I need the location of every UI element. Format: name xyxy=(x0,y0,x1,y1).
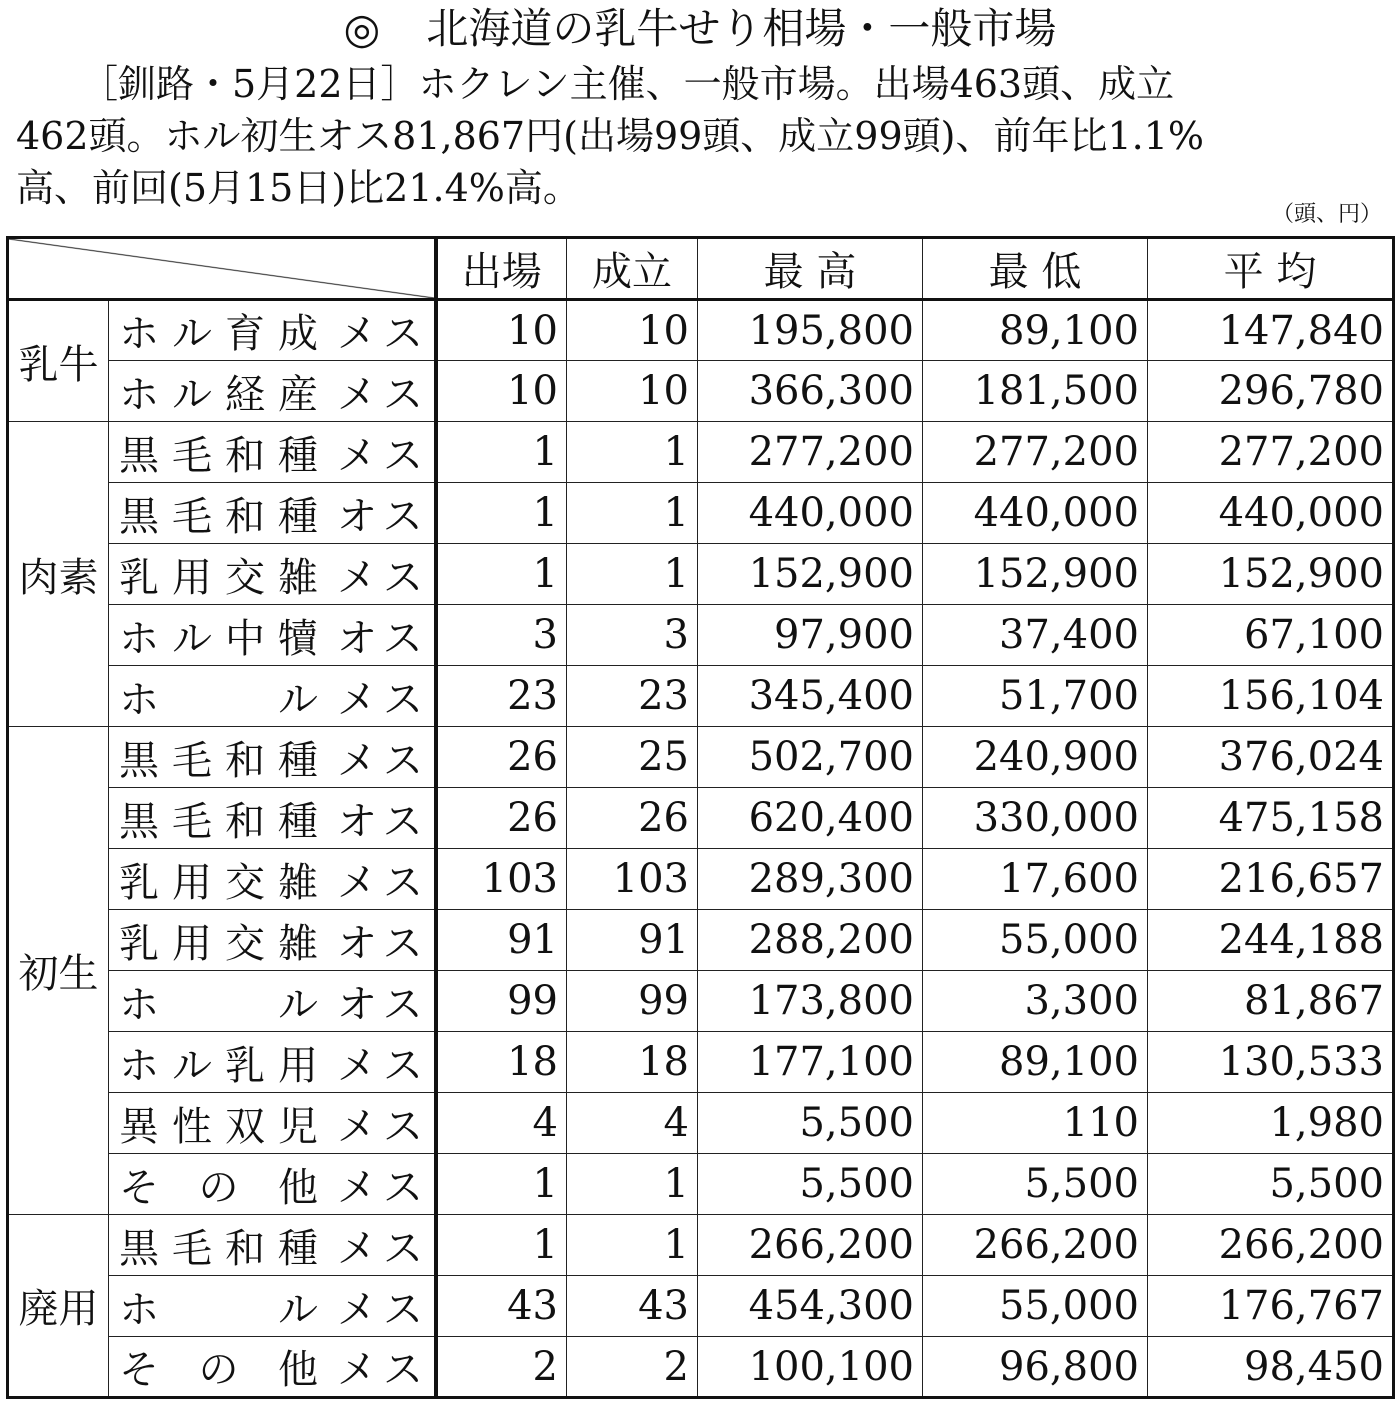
cell-saiko: 5,500 xyxy=(698,1154,923,1215)
cell-heikin: 266,200 xyxy=(1148,1215,1394,1276)
header-heikin: 平 均 xyxy=(1148,238,1394,300)
cell-saiko: 100,100 xyxy=(698,1337,923,1398)
table-row xyxy=(8,544,1394,605)
cell-seiritsu: 1 xyxy=(567,544,698,605)
cell-shutsujo: 99 xyxy=(436,971,567,1032)
table-row xyxy=(8,971,1394,1032)
item-name: 黒毛和種 xyxy=(119,798,319,845)
cell-saitei: 266,200 xyxy=(923,1215,1148,1276)
cell-heikin: 1,980 xyxy=(1148,1093,1394,1154)
cell-heikin: 440,000 xyxy=(1148,483,1394,544)
table-row xyxy=(8,361,1394,422)
cell-heikin: 216,657 xyxy=(1148,849,1394,910)
cell-shutsujo: 10 xyxy=(436,300,567,361)
cell-heikin: 5,500 xyxy=(1148,1154,1394,1215)
header-saiko: 最 高 xyxy=(698,238,923,300)
cell-saiko: 173,800 xyxy=(698,971,923,1032)
cell-saiko: 277,200 xyxy=(698,422,923,483)
cell-saitei: 440,000 xyxy=(923,483,1148,544)
item-sex: オス xyxy=(337,615,429,662)
double-circle-icon: ◎ xyxy=(343,4,381,53)
item-name: ホル育成 xyxy=(119,311,319,357)
table-row xyxy=(8,1276,1394,1337)
cell-shutsujo: 23 xyxy=(436,666,567,727)
item-cell xyxy=(109,1276,436,1337)
item-name: 黒毛和種 xyxy=(119,1225,319,1272)
table-row xyxy=(8,1093,1394,1154)
cell-seiritsu: 25 xyxy=(567,727,698,788)
cell-shutsujo: 103 xyxy=(436,849,567,910)
table-row xyxy=(8,727,1394,788)
paragraph-line-2: 462頭。ホル初生オス81,867円(出場99頭、成立99頭)、前年比1.1% xyxy=(16,114,1205,158)
cell-heikin: 176,767 xyxy=(1148,1276,1394,1337)
table-row xyxy=(8,1154,1394,1215)
item-name: 乳用交雑 xyxy=(119,920,319,967)
cell-seiritsu: 10 xyxy=(567,300,698,361)
item-sex: オス xyxy=(337,493,429,540)
item-name: 乳用交雑 xyxy=(119,859,319,906)
item-cell xyxy=(109,788,436,849)
item-sex: オス xyxy=(337,920,429,967)
cell-shutsujo: 1 xyxy=(436,544,567,605)
item-name: その他 xyxy=(119,1347,319,1393)
item-sex: オス xyxy=(337,798,429,845)
cell-saitei: 240,900 xyxy=(923,727,1148,788)
cell-saiko: 288,200 xyxy=(698,910,923,971)
item-cell xyxy=(109,1032,436,1093)
cell-shutsujo: 1 xyxy=(436,422,567,483)
cell-seiritsu: 26 xyxy=(567,788,698,849)
cell-saiko: 97,900 xyxy=(698,605,923,666)
item-cell xyxy=(109,727,436,788)
cell-heikin: 81,867 xyxy=(1148,971,1394,1032)
cell-seiritsu: 103 xyxy=(567,849,698,910)
cell-heikin: 152,900 xyxy=(1148,544,1394,605)
group-label: 廃用 xyxy=(8,1215,109,1398)
item-cell xyxy=(109,300,436,361)
cell-heikin: 147,840 xyxy=(1148,300,1394,361)
paragraph-line-1: ［釧路・5月22日］ホクレン主催、一般市場。出場463頭、成立 xyxy=(80,62,1175,106)
item-name: ホル xyxy=(119,981,319,1028)
cell-seiritsu: 1 xyxy=(567,483,698,544)
cell-seiritsu: 2 xyxy=(567,1337,698,1398)
item-name: 乳用交雑 xyxy=(119,554,319,601)
cell-heikin: 296,780 xyxy=(1148,361,1394,422)
header-saitei: 最 低 xyxy=(923,238,1148,300)
group-label: 初生 xyxy=(8,727,109,1215)
cell-saiko: 454,300 xyxy=(698,1276,923,1337)
item-sex: オス xyxy=(337,981,429,1028)
item-cell xyxy=(109,422,436,483)
cell-saitei: 55,000 xyxy=(923,1276,1148,1337)
cell-heikin: 475,158 xyxy=(1148,788,1394,849)
cell-saiko: 266,200 xyxy=(698,1215,923,1276)
item-cell xyxy=(109,1215,436,1276)
cell-saitei: 89,100 xyxy=(923,1032,1148,1093)
group-label: 肉素 xyxy=(8,422,109,727)
item-name: ホル xyxy=(119,676,319,723)
table-row xyxy=(8,300,1394,361)
cell-heikin: 130,533 xyxy=(1148,1032,1394,1093)
cell-saiko: 502,700 xyxy=(698,727,923,788)
item-sex: メス xyxy=(337,311,429,357)
cell-seiritsu: 43 xyxy=(567,1276,698,1337)
cell-seiritsu: 1 xyxy=(567,1215,698,1276)
item-sex: メス xyxy=(337,1225,429,1272)
item-name: ホル xyxy=(119,1286,319,1333)
market-table xyxy=(6,236,1395,1399)
cell-saiko: 345,400 xyxy=(698,666,923,727)
cell-heikin: 67,100 xyxy=(1148,605,1394,666)
cell-saitei: 181,500 xyxy=(923,361,1148,422)
table-row xyxy=(8,910,1394,971)
cell-saiko: 366,300 xyxy=(698,361,923,422)
header-seiritsu: 成立 xyxy=(567,238,698,300)
table-row xyxy=(8,1032,1394,1093)
item-sex: メス xyxy=(337,1164,429,1211)
cell-seiritsu: 18 xyxy=(567,1032,698,1093)
item-cell xyxy=(109,1093,436,1154)
cell-heikin: 277,200 xyxy=(1148,422,1394,483)
item-cell xyxy=(109,910,436,971)
cell-heikin: 376,024 xyxy=(1148,727,1394,788)
cell-shutsujo: 91 xyxy=(436,910,567,971)
cell-shutsujo: 26 xyxy=(436,788,567,849)
cell-shutsujo: 1 xyxy=(436,1215,567,1276)
table-row xyxy=(8,849,1394,910)
item-name: 黒毛和種 xyxy=(119,737,319,784)
item-name: その他 xyxy=(119,1164,319,1211)
cell-saiko: 289,300 xyxy=(698,849,923,910)
cell-saiko: 440,000 xyxy=(698,483,923,544)
header-row xyxy=(8,238,1394,300)
cell-seiritsu: 1 xyxy=(567,1154,698,1215)
cell-saiko: 620,400 xyxy=(698,788,923,849)
cell-saitei: 330,000 xyxy=(923,788,1148,849)
cell-saitei: 89,100 xyxy=(923,300,1148,361)
item-sex: メス xyxy=(337,737,429,784)
cell-heikin: 98,450 xyxy=(1148,1337,1394,1398)
cell-seiritsu: 99 xyxy=(567,971,698,1032)
cell-saiko: 152,900 xyxy=(698,544,923,605)
header-shutsujo: 出場 xyxy=(436,238,567,300)
cell-saitei: 3,300 xyxy=(923,971,1148,1032)
cell-shutsujo: 3 xyxy=(436,605,567,666)
cell-seiritsu: 1 xyxy=(567,422,698,483)
item-name: ホル中犢 xyxy=(119,615,319,662)
item-name: 黒毛和種 xyxy=(119,432,319,479)
item-cell xyxy=(109,971,436,1032)
cell-seiritsu: 23 xyxy=(567,666,698,727)
cell-saitei: 51,700 xyxy=(923,666,1148,727)
item-name: 異性双児 xyxy=(119,1103,319,1150)
paragraph-line-3: 高、前回(5月15日)比21.4%高。 xyxy=(16,166,581,210)
item-sex: メス xyxy=(337,1286,429,1333)
cell-saitei: 55,000 xyxy=(923,910,1148,971)
unit-note: （頭、円） xyxy=(1271,202,1382,227)
cell-seiritsu: 91 xyxy=(567,910,698,971)
cell-saitei: 17,600 xyxy=(923,849,1148,910)
cell-saitei: 277,200 xyxy=(923,422,1148,483)
cell-shutsujo: 2 xyxy=(436,1337,567,1398)
cell-shutsujo: 26 xyxy=(436,727,567,788)
item-cell xyxy=(109,605,436,666)
item-cell xyxy=(109,1154,436,1215)
item-sex: メス xyxy=(337,554,429,601)
item-sex: メス xyxy=(337,371,429,418)
item-sex: メス xyxy=(337,1347,429,1393)
cell-seiritsu: 3 xyxy=(567,605,698,666)
item-sex: メス xyxy=(337,859,429,906)
cell-saitei: 152,900 xyxy=(923,544,1148,605)
cell-saitei: 37,400 xyxy=(923,605,1148,666)
item-cell xyxy=(109,1337,436,1398)
summary-paragraph xyxy=(16,58,1388,214)
item-cell xyxy=(109,849,436,910)
cell-saitei: 5,500 xyxy=(923,1154,1148,1215)
table-row xyxy=(8,422,1394,483)
cell-saiko: 195,800 xyxy=(698,300,923,361)
item-name: 黒毛和種 xyxy=(119,493,319,540)
item-sex: メス xyxy=(337,1042,429,1089)
table-row xyxy=(8,1215,1394,1276)
item-cell xyxy=(109,483,436,544)
cell-shutsujo: 1 xyxy=(436,483,567,544)
table-row xyxy=(8,666,1394,727)
cell-shutsujo: 10 xyxy=(436,361,567,422)
item-cell xyxy=(109,361,436,422)
item-sex: メス xyxy=(337,1103,429,1150)
diagonal-corner-cell xyxy=(8,238,436,300)
cell-saiko: 177,100 xyxy=(698,1032,923,1093)
cell-seiritsu: 4 xyxy=(567,1093,698,1154)
cell-saitei: 96,800 xyxy=(923,1337,1148,1398)
cell-shutsujo: 1 xyxy=(436,1154,567,1215)
item-cell xyxy=(109,544,436,605)
table-body xyxy=(8,300,1394,1398)
item-cell xyxy=(109,666,436,727)
item-name: ホル経産 xyxy=(119,371,319,418)
cell-saitei: 110 xyxy=(923,1093,1148,1154)
page-title xyxy=(0,2,1400,56)
cell-saiko: 5,500 xyxy=(698,1093,923,1154)
cell-shutsujo: 4 xyxy=(436,1093,567,1154)
table-row xyxy=(8,1337,1394,1398)
title-text: 北海道の乳牛せり相場・一般市場 xyxy=(426,4,1057,53)
table-row xyxy=(8,788,1394,849)
item-name: ホル乳用 xyxy=(119,1042,319,1089)
item-sex: メス xyxy=(337,676,429,723)
cell-heikin: 156,104 xyxy=(1148,666,1394,727)
cell-seiritsu: 10 xyxy=(567,361,698,422)
table-row xyxy=(8,483,1394,544)
cell-shutsujo: 18 xyxy=(436,1032,567,1093)
group-label: 乳牛 xyxy=(8,300,109,422)
item-sex: メス xyxy=(337,432,429,479)
cell-heikin: 244,188 xyxy=(1148,910,1394,971)
cell-shutsujo: 43 xyxy=(436,1276,567,1337)
table-row xyxy=(8,605,1394,666)
